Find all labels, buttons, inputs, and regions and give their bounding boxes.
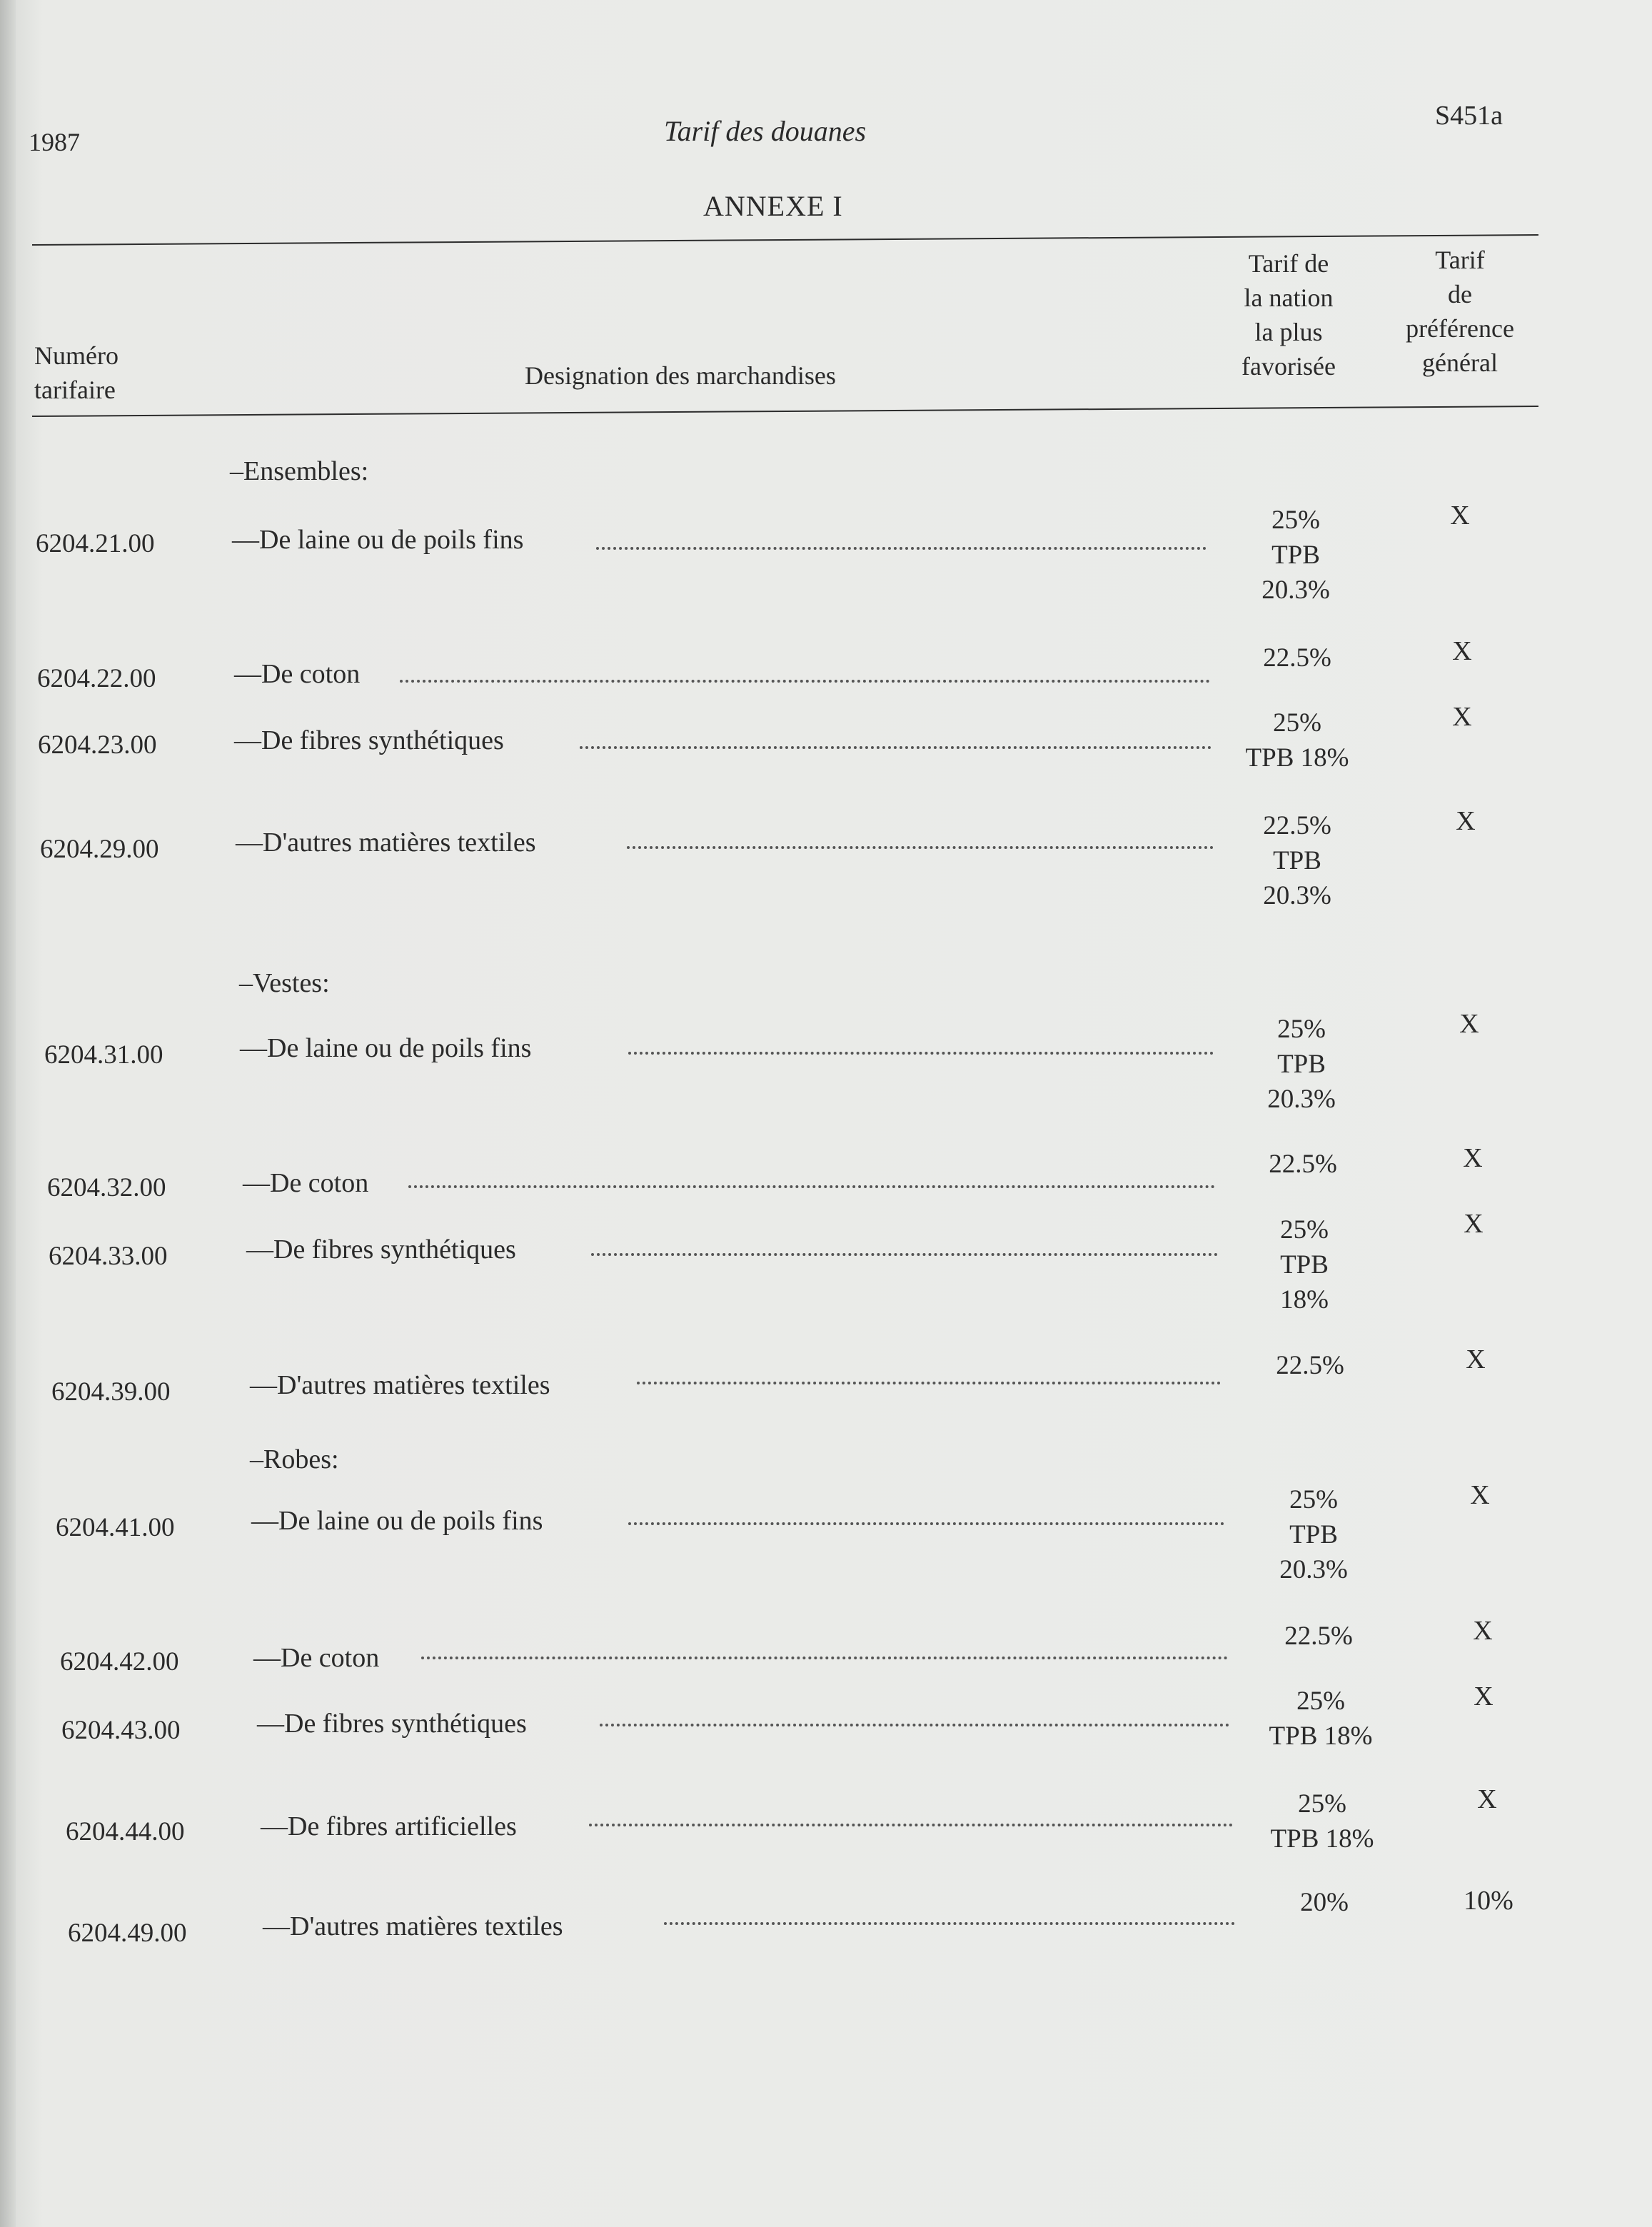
dot-leader — [628, 1522, 1224, 1525]
section-label-robes: –Robes: — [250, 1444, 339, 1474]
mfn-rate-line: TPB — [1277, 1050, 1326, 1079]
mfn-rate-line: TPB 18% — [1269, 1721, 1373, 1751]
mfn-rate-line: TPB — [1271, 541, 1320, 570]
column-header-gpt-line3: préférence — [1406, 314, 1514, 343]
mfn-rate — [1228, 503, 1364, 608]
mfn-rate-line: 22.5% — [1269, 1150, 1337, 1179]
mfn-rate-line: 22.5% — [1263, 643, 1331, 673]
mfn-rate — [1246, 1482, 1381, 1587]
tariff-number: 6204.32.00 — [47, 1173, 166, 1202]
goods-description: —De fibres synthétiques — [234, 725, 504, 755]
tariff-number: 6204.42.00 — [60, 1647, 179, 1676]
goods-description: —De coton — [253, 1643, 380, 1673]
mfn-rate — [1254, 1786, 1390, 1856]
mfn-rate-line: 25% — [1273, 708, 1321, 738]
mfn-rate-line: 20.3% — [1279, 1555, 1348, 1584]
mfn-rate — [1234, 1012, 1369, 1117]
dot-leader — [580, 746, 1212, 749]
gpt-rate: X — [1464, 1209, 1484, 1239]
tariff-number: 6204.39.00 — [51, 1377, 171, 1407]
column-header-numero — [34, 338, 119, 407]
dot-leader — [664, 1922, 1235, 1925]
mfn-rate — [1253, 1684, 1389, 1754]
tariff-number: 6204.41.00 — [56, 1513, 175, 1542]
dot-leader — [589, 1824, 1233, 1826]
dot-leader — [627, 846, 1214, 849]
mfn-rate-line: TPB — [1289, 1520, 1338, 1549]
mfn-rate-line: 20% — [1300, 1888, 1349, 1917]
column-header-mfn-line3: la plus — [1254, 318, 1323, 346]
mfn-rate-line: 20.3% — [1261, 575, 1330, 605]
mfn-rate-line: 20.3% — [1263, 881, 1331, 910]
tariff-number: 6204.43.00 — [61, 1716, 181, 1745]
goods-description: —De laine ou de poils fins — [232, 525, 524, 555]
section-label-vestes: –Vestes: — [239, 968, 330, 998]
header-page-code: S451a — [1435, 101, 1503, 131]
mfn-rate-line: TPB — [1273, 846, 1321, 875]
column-header-gpt-tariff — [1378, 243, 1542, 380]
mfn-rate-line: 22.5% — [1284, 1622, 1353, 1651]
mfn-rate — [1229, 705, 1365, 775]
header-year: 1987 — [29, 128, 80, 156]
goods-description: —De coton — [243, 1168, 369, 1198]
goods-description: —De laine ou de poils fins — [240, 1033, 532, 1063]
goods-description: —De fibres synthétiques — [257, 1709, 527, 1739]
mfn-rate — [1256, 1885, 1392, 1920]
gpt-rate: X — [1466, 1344, 1486, 1374]
mfn-rate — [1237, 1212, 1372, 1317]
header-title: Tarif des douanes — [664, 115, 867, 147]
mfn-rate-line: 25% — [1296, 1686, 1345, 1716]
tariff-number: 6204.33.00 — [49, 1242, 168, 1271]
mfn-rate — [1242, 1348, 1378, 1383]
mfn-rate-line: 25% — [1277, 1015, 1326, 1044]
gpt-rate: X — [1474, 1681, 1494, 1711]
table-header-rule — [32, 406, 1538, 417]
mfn-rate-line: 25% — [1289, 1485, 1338, 1514]
mfn-rate — [1229, 640, 1365, 675]
dot-leader — [591, 1253, 1218, 1256]
dot-leader — [421, 1657, 1228, 1659]
dot-leader — [408, 1185, 1215, 1188]
column-header-numero-line2: tarifaire — [34, 376, 116, 404]
tariff-number: 6204.49.00 — [68, 1919, 187, 1948]
gpt-rate: X — [1452, 636, 1472, 666]
gpt-rate: X — [1459, 1009, 1479, 1039]
mfn-rate-line: 22.5% — [1263, 811, 1331, 840]
tariff-number: 6204.31.00 — [44, 1040, 163, 1070]
mfn-rate-line: 22.5% — [1276, 1351, 1344, 1380]
column-header-mfn-tariff — [1214, 246, 1364, 383]
tariff-number: 6204.29.00 — [40, 835, 159, 864]
dot-leader — [600, 1724, 1229, 1726]
dot-leader — [628, 1052, 1214, 1055]
column-header-gpt-line1: Tarif — [1435, 246, 1485, 274]
mfn-rate-line: 25% — [1280, 1215, 1329, 1245]
goods-description: —De fibres artificielles — [261, 1811, 517, 1841]
mfn-rate — [1235, 1147, 1371, 1182]
mfn-rate — [1229, 808, 1365, 913]
section-label-ensembles: –Ensembles: — [230, 456, 369, 486]
table-top-rule — [32, 234, 1538, 246]
annex-title: ANNEXE I — [703, 190, 843, 222]
mfn-rate-line: 18% — [1280, 1285, 1329, 1314]
page-binding-edge — [0, 0, 16, 2227]
dot-leader — [400, 680, 1210, 683]
mfn-rate — [1251, 1619, 1386, 1654]
gpt-rate: X — [1473, 1616, 1493, 1646]
mfn-rate-line: 25% — [1298, 1789, 1346, 1819]
goods-description: —De coton — [234, 659, 361, 689]
gpt-rate: X — [1450, 501, 1470, 531]
goods-description: —De laine ou de poils fins — [251, 1506, 543, 1536]
column-header-designation: Designation des marchandises — [525, 361, 836, 390]
column-header-gpt-line4: général — [1422, 348, 1498, 377]
goods-description: —D'autres matières textiles — [263, 1911, 563, 1941]
gpt-rate: 10% — [1464, 1886, 1514, 1916]
column-header-numero-line1: Numéro — [34, 341, 119, 370]
gpt-rate: X — [1456, 806, 1476, 836]
tariff-number: 6204.22.00 — [37, 664, 156, 693]
tariff-number: 6204.23.00 — [38, 730, 157, 760]
mfn-rate-line: 25% — [1271, 506, 1320, 535]
dot-leader — [596, 547, 1207, 550]
gpt-rate: X — [1470, 1480, 1490, 1510]
column-header-mfn-line2: la nation — [1244, 283, 1334, 312]
gpt-rate: X — [1463, 1143, 1483, 1173]
dot-leader — [637, 1382, 1221, 1384]
goods-description: —De fibres synthétiques — [246, 1235, 516, 1265]
tariff-number: 6204.44.00 — [66, 1817, 185, 1846]
mfn-rate-line: TPB 18% — [1270, 1824, 1374, 1854]
mfn-rate-line: TPB — [1280, 1250, 1329, 1280]
gpt-rate: X — [1452, 702, 1472, 732]
goods-description: —D'autres matières textiles — [236, 828, 536, 858]
column-header-gpt-line2: de — [1448, 280, 1472, 308]
tariff-number: 6204.21.00 — [36, 529, 155, 558]
goods-description: —D'autres matières textiles — [250, 1370, 550, 1400]
column-header-mfn-line4: favorisée — [1241, 352, 1336, 381]
column-header-mfn-line1: Tarif de — [1248, 249, 1329, 278]
mfn-rate-line: 20.3% — [1267, 1085, 1336, 1114]
mfn-rate-line: TPB 18% — [1245, 743, 1349, 773]
gpt-rate: X — [1477, 1784, 1497, 1814]
